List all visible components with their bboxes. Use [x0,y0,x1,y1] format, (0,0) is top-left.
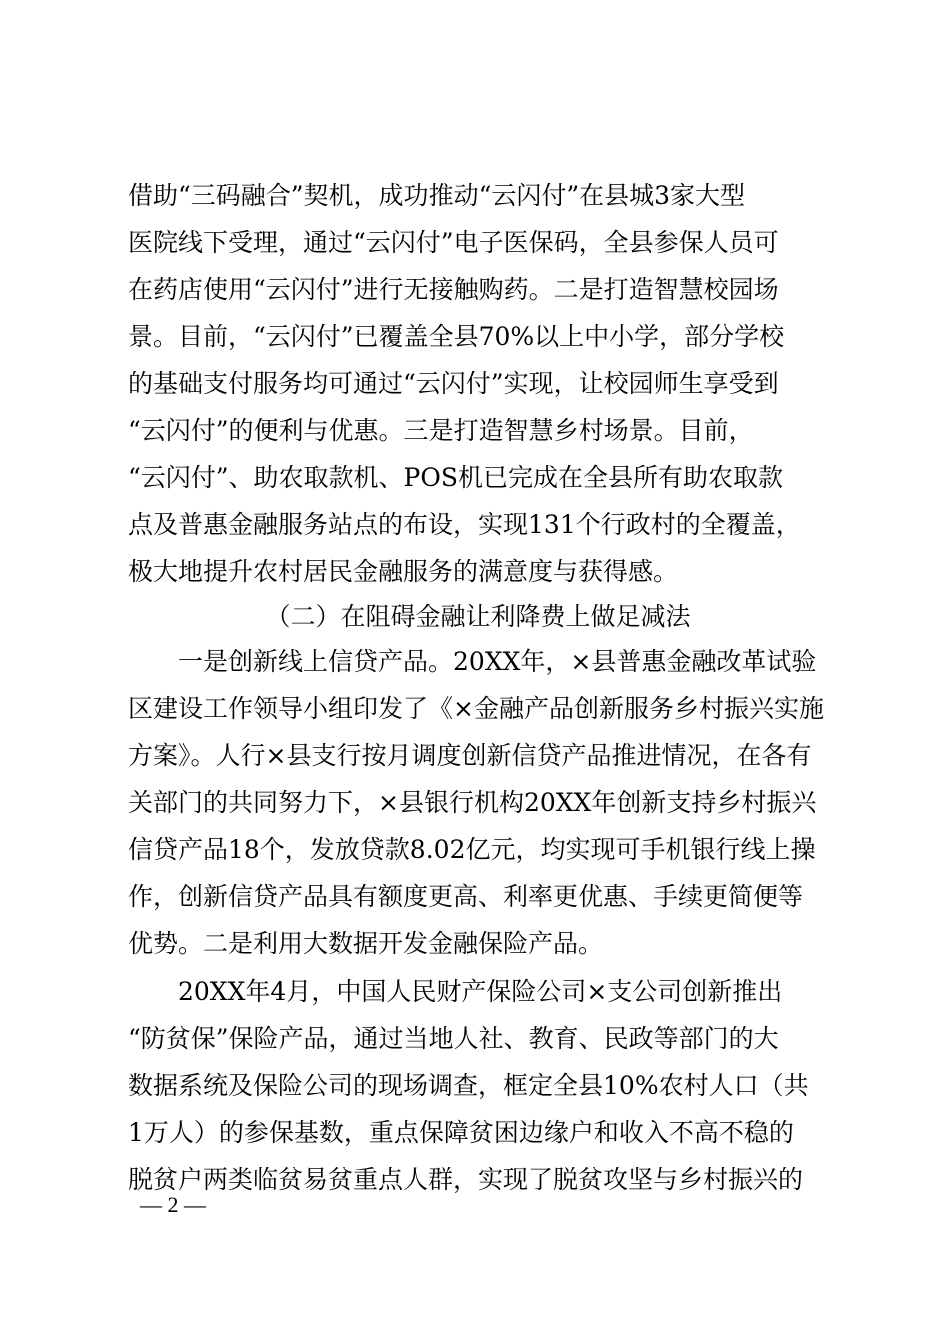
body-line: 优势。二是利用大数据开发金融保险产品。 [128,929,604,958]
body-line: 关部门的共同努力下，×县银行机构20XX年创新支持乡村振兴 [128,788,817,817]
body-line: 景。目前，“云闪付”已覆盖全县70%以上中小学，部分学校 [128,322,785,351]
body-line: 作，创新信贷产品具有额度更高、利率更优惠、手续更简便等 [128,882,804,911]
body-line: 医院线下受理，通过“云闪付”电子医保码，全县参保人员可 [128,228,779,257]
body-line: 脱贫户两类临贫易贫重点人群，实现了脱贫攻坚与乡村振兴的 [128,1165,804,1194]
body-line: 1万人）的参保基数，重点保障贫困边缘户和收入不高不稳的 [128,1118,794,1147]
body-line: “防贫保”保险产品，通过当地人社、教育、民政等部门的大 [128,1024,779,1053]
body-line: “云闪付”的便利与优惠。三是打造智慧乡村场景。目前， [128,416,754,445]
body-line: 区建设工作领导小组印发了《×金融产品创新服务乡村振兴实施 [128,694,824,723]
body-line: 信贷产品18个，发放贷款8.02亿元，均实现可手机银行线上操 [128,835,816,864]
body-line: 方案》。人行×县支行按月调度创新信贷产品推进情况，在各有 [128,741,812,770]
body-line: 的基础支付服务均可通过“云闪付”实现，让校园师生享受到 [128,369,779,398]
body-line: 极大地提升农村居民金融服务的满意度与获得感。 [128,557,679,586]
body-line: 在药店使用“云闪付”进行无接触购药。二是打造智慧校园场 [128,275,779,304]
body-line: 20XX年4月，中国人民财产保险公司×支公司创新推出 [128,977,783,1006]
section-heading: （二）在阻碍金融让利降费上做足减法 [265,602,691,631]
page-number: — 2 — [140,1192,206,1217]
body-line: 点及普惠金融服务站点的布设，实现131个行政村的全覆盖， [128,510,801,539]
body-line: 一是创新线上信贷产品。20XX年，×县普惠金融改革试验 [128,647,817,676]
body-line: 数据系统及保险公司的现场调查，框定全县10%农村人口（共 [128,1071,809,1100]
body-line: “云闪付”、助农取款机、POS机已完成在全县所有助农取款 [128,463,784,492]
body-line: 借助“三码融合”契机，成功推动“云闪付”在县城3家大型 [128,181,746,210]
